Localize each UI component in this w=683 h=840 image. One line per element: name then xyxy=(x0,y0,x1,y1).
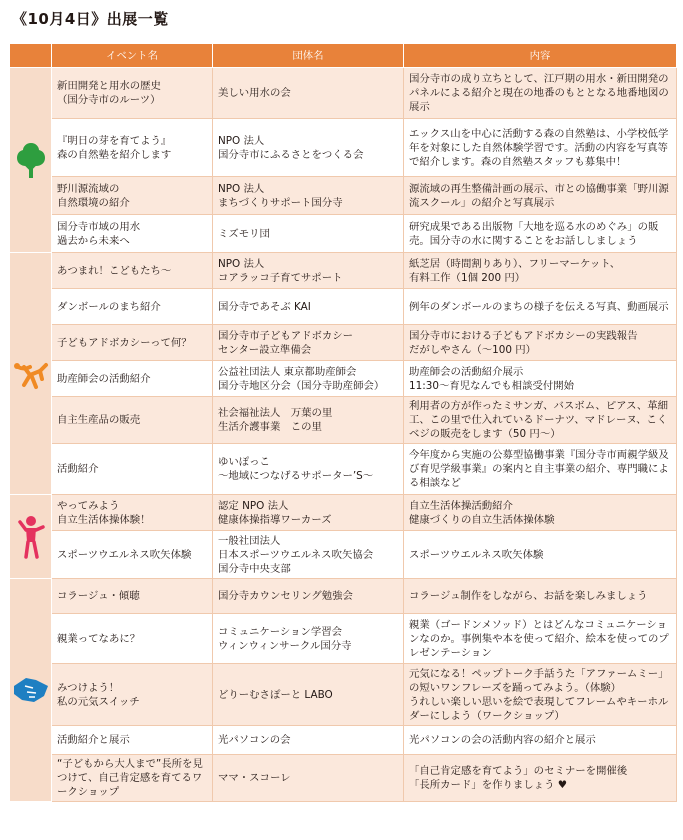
header-org: 団体名 xyxy=(213,44,404,68)
cell-content: 国分寺市における子どもアドボカシーの実践報告 だがしやさん（～100 円） xyxy=(404,325,677,361)
cell-org: 国分寺であそぶ KAI xyxy=(213,289,404,325)
cell-org: ゆいぽっこ ～地域につなげるサポーター’S～ xyxy=(213,444,404,495)
table-row xyxy=(10,253,677,289)
table-row xyxy=(10,119,677,177)
cell-org: 国分寺市子どもアドボカシー センター設立準備会 xyxy=(213,325,404,361)
cell-content: 利用者の方が作ったミサンガ、バスボム、ピアス、革細工、この里で仕入れているドーナツ、マドレーヌ、こくベジの販売をします（50 円～） xyxy=(404,397,677,444)
table-row xyxy=(10,444,677,495)
cell-content: 源流域の再生整備計画の展示、市との協働事業「野川源流スクール」の紹介と写真展示 xyxy=(404,177,677,215)
cell-content: 「自己肯定感を育てよう」のセミナーを開催後 「長所カード」を作りましょう ♥ xyxy=(404,755,677,802)
cell-event: やってみよう 自立生活体操体験！ xyxy=(52,495,213,531)
table-row xyxy=(10,726,677,755)
cell-event: ダンボールのまち紹介 xyxy=(52,289,213,325)
cell-org: 美しい用水の会 xyxy=(213,68,404,119)
cell-content: 国分寺市の成り立ちとして、江戸期の用水・新田開発のパネルによる紹介と現在の地番のもととなる地番地図の展示 xyxy=(404,68,677,119)
cell-content: 研究成果である出版物「大地を巡る水のめぐみ」の販売。国分寺の水に関することをお話ししましょう xyxy=(404,215,677,253)
table-row xyxy=(10,614,677,664)
cell-content: 自立生活体操活動紹介 健康づくりの自立生活体操体験 xyxy=(404,495,677,531)
handshake-icon xyxy=(10,672,51,708)
balloon-dog-icon xyxy=(10,357,51,391)
cell-org: 国分寺カウンセリング勉強会 xyxy=(213,579,404,614)
cell-content: 紙芝居（時間割りあり）、フリーマーケット、 有料工作（1個 200 円） xyxy=(404,253,677,289)
header-event: イベント名 xyxy=(52,44,213,68)
cell-event: スポーツウエルネス吹矢体験 xyxy=(52,531,213,579)
cell-event: 自主生産品の販売 xyxy=(52,397,213,444)
table-row xyxy=(10,755,677,802)
cell-org: ミズモリ団 xyxy=(213,215,404,253)
cell-org: コミュニケーション学習会 ウィンウィンサークル国分寺 xyxy=(213,614,404,664)
cell-org: 認定 NPO 法人 健康体操指導ワーカーズ xyxy=(213,495,404,531)
cell-event: あつまれ！こどもたち～ xyxy=(52,253,213,289)
cell-event: 活動紹介 xyxy=(52,444,213,495)
group-icon-cell xyxy=(10,253,52,495)
cell-event: 親業ってなあに？ xyxy=(52,614,213,664)
cell-event: 『明日の芽を育てよう』 森の自然塾を紹介します xyxy=(52,119,213,177)
table-row xyxy=(10,361,677,397)
table-row xyxy=(10,495,677,531)
cell-content: 今年度から実施の公募型協働事業『国分寺市両親学級及び育児学級事業』の案内と自主事業の紹介、専門職による相談など xyxy=(404,444,677,495)
cell-org: 社会福祉法人 万葉の里 生活介護事業 この里 xyxy=(213,397,404,444)
group-icon-cell xyxy=(10,68,52,253)
group-icon-cell xyxy=(10,495,52,579)
cell-content: 例年のダンボールのまちの様子を伝える写真、動画展示 xyxy=(404,289,677,325)
header-content: 内容 xyxy=(404,44,677,68)
cell-content: 親業（ゴードンメソッド）とはどんなコミュニケーションなのか。事例集や本を使って紹介、絵本を使ってのプレゼンテーション xyxy=(404,614,677,664)
exercise-person-icon xyxy=(10,514,51,560)
cell-org: 一般社団法人 日本スポーツウエルネス吹矢協会 国分寺中央支部 xyxy=(213,531,404,579)
table-row xyxy=(10,177,677,215)
table-row xyxy=(10,289,677,325)
cell-content: スポーツウエルネス吹矢体験 xyxy=(404,531,677,579)
cell-content: 元気になる！ペップトーク手話うた「アファームミー」の短いワンフレーズを踊ってみよう。（体験） うれしい楽しい思いを絵で表現してフレームやキーホルダーにしよう（ワークショップ） xyxy=(404,664,677,726)
page-title: 《10月4日》出展一覧 xyxy=(12,10,169,28)
cell-event: 活動紹介と展示 xyxy=(52,726,213,755)
table-row xyxy=(10,531,677,579)
tree-icon xyxy=(10,140,51,180)
cell-content: 光パソコンの会の活動内容の紹介と展示 xyxy=(404,726,677,755)
table-row xyxy=(10,68,677,119)
cell-event: 野川源流域の 自然環境の紹介 xyxy=(52,177,213,215)
cell-event: 国分寺市域の用水 過去から未来へ xyxy=(52,215,213,253)
cell-org: ママ・スコーレ xyxy=(213,755,404,802)
cell-org: 光パソコンの会 xyxy=(213,726,404,755)
cell-event: コラージュ・傾聴 xyxy=(52,579,213,614)
group-icon-cell xyxy=(10,579,52,802)
cell-content: コラージュ制作をしながら、お話を楽しみましょう xyxy=(404,579,677,614)
table-row xyxy=(10,664,677,726)
cell-org: NPO 法人 国分寺市にふるさとをつくる会 xyxy=(213,119,404,177)
cell-event: みつけよう！ 私の元気スイッチ xyxy=(52,664,213,726)
cell-event: 子どもアドボカシーって何？ xyxy=(52,325,213,361)
cell-org: どりーむさぽーと LABO xyxy=(213,664,404,726)
table-row xyxy=(10,579,677,614)
cell-content: 助産師会の活動紹介展示 11:30～育児なんでも相談受付開始 xyxy=(404,361,677,397)
exhibit-table xyxy=(9,43,677,802)
cell-org: NPO 法人 まちづくりサポート国分寺 xyxy=(213,177,404,215)
table-row xyxy=(10,397,677,444)
table-row xyxy=(10,215,677,253)
cell-org: 公益社団法人 東京都助産師会 国分寺地区分会（国分寺助産師会） xyxy=(213,361,404,397)
cell-event: “子どもから大人まで”長所を見つけて、自己肯定感を育てるワークショップ xyxy=(52,755,213,802)
cell-event: 助産師会の活動紹介 xyxy=(52,361,213,397)
table-header-row xyxy=(10,44,677,68)
header-icon-column xyxy=(10,44,52,68)
cell-org: NPO 法人 コアラッコ子育てサポート xyxy=(213,253,404,289)
table-row xyxy=(10,325,677,361)
cell-event: 新田開発と用水の歴史 （国分寺市のルーツ） xyxy=(52,68,213,119)
cell-content: エックス山を中心に活動する森の自然塾は、小学校低学年を対象にした自然体験学習です。活動の内容を写真等で紹介します。森の自然塾スタッフも募集中！ xyxy=(404,119,677,177)
